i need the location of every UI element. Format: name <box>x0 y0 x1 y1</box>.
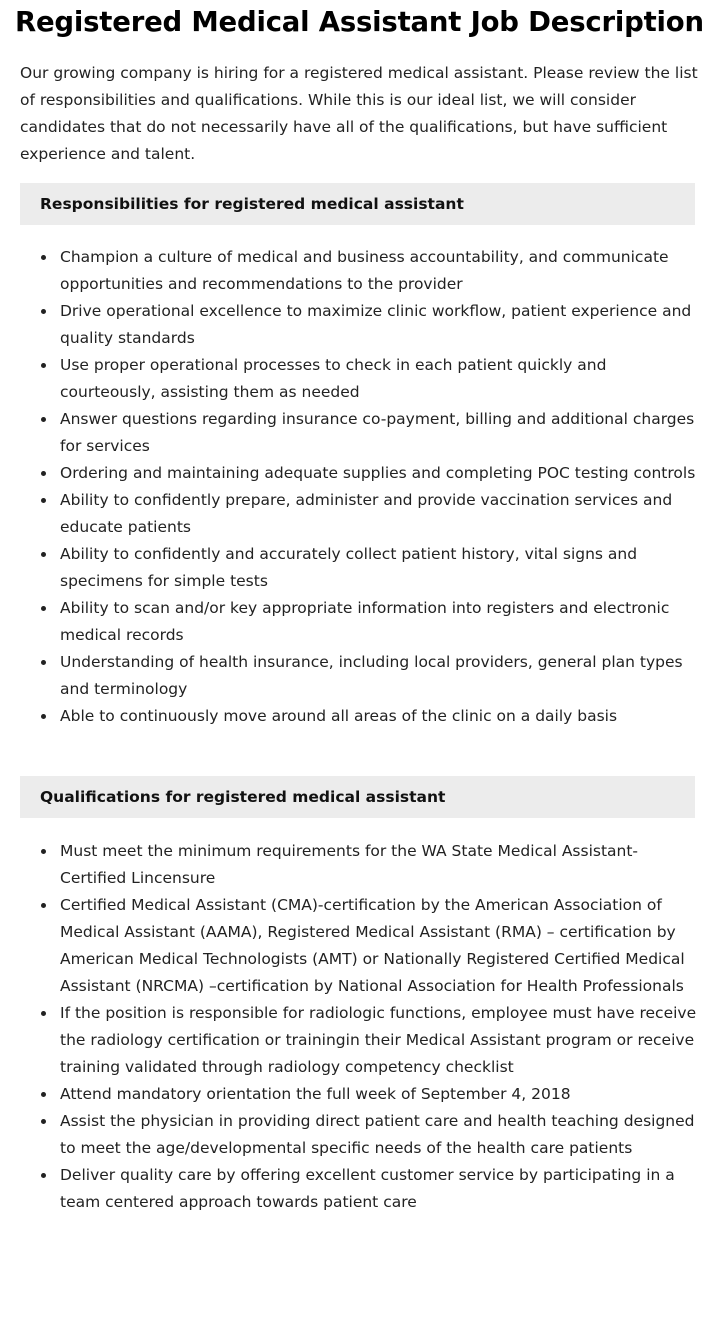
list-item-text: Use proper operational processes to check in each patient quickly and courteously, assisting them as needed <box>60 356 607 401</box>
list-item-text: Champion a culture of medical and business accountability, and communicate opportunities and recommendations to the provider <box>60 248 669 293</box>
bullet-icon <box>41 714 46 719</box>
list-item <box>20 1000 700 1081</box>
list-item <box>20 298 700 352</box>
list-item-text: Must meet the minimum requirements for the WA State Medical Assistant-Certified Lincensure <box>60 842 639 887</box>
responsibilities-heading: Responsibilities for registered medical assistant <box>20 183 695 225</box>
list-item-text: Drive operational excellence to maximize clinic workflow, patient experience and quality standards <box>60 302 692 347</box>
list-item-text: Ordering and maintaining adequate supplies and completing POC testing controls <box>60 464 696 482</box>
list-item-text: Ability to confidently and accurately collect patient history, vital signs and specimens for simple tests <box>60 545 638 590</box>
list-item-text: Deliver quality care by offering excellent customer service by participating in a team centered approach towards patient care <box>60 1166 675 1211</box>
list-item-text: Able to continuously move around all areas of the clinic on a daily basis <box>60 707 618 725</box>
list-item <box>20 352 700 406</box>
list-item <box>20 1108 700 1162</box>
bullet-icon <box>41 903 46 908</box>
bullet-icon <box>41 849 46 854</box>
list-item <box>20 406 700 460</box>
list-item <box>20 244 700 298</box>
list-item-text: Attend mandatory orientation the full week of September 4, 2018 <box>60 1085 571 1103</box>
list-item-text: Answer questions regarding insurance co-payment, billing and additional charges for services <box>60 410 695 455</box>
bullet-icon <box>41 498 46 503</box>
intro-paragraph: Our growing company is hiring for a registered medical assistant. Please review the list of responsibilities and qualifications. While this is our ideal list, we will consider candidates that do not necessarily have all of the qualifications, but have sufficient experience and talent. <box>20 64 698 163</box>
bullet-icon <box>41 552 46 557</box>
list-item <box>20 649 700 703</box>
bullet-icon <box>41 471 46 476</box>
bullet-icon <box>41 255 46 260</box>
bullet-icon <box>41 363 46 368</box>
list-item <box>20 595 700 649</box>
list-item-text: Ability to scan and/or key appropriate information into registers and electronic medical records <box>60 599 670 644</box>
list-item-text: Assist the physician in providing direct patient care and health teaching designed to meet the age/developmental specific needs of the health care patients <box>60 1112 695 1157</box>
list-item <box>20 1081 700 1108</box>
list-item <box>20 1162 700 1216</box>
list-item <box>20 487 700 541</box>
list-item-text: If the position is responsible for radiologic functions, employee must have receive the radiology certification or trainingin their Medical Assistant program or receive training validated through radiology competency checklist <box>60 1004 697 1076</box>
list-item <box>20 703 700 730</box>
responsibilities-list <box>20 244 700 730</box>
bullet-icon <box>41 1011 46 1016</box>
qualifications-list <box>20 838 700 1216</box>
list-item <box>20 838 700 892</box>
list-item <box>20 541 700 595</box>
bullet-icon <box>41 309 46 314</box>
list-item <box>20 892 700 1000</box>
bullet-icon <box>41 1092 46 1097</box>
list-item <box>20 460 700 487</box>
qualifications-heading: Qualifications for registered medical assistant <box>20 776 695 818</box>
bullet-icon <box>41 1173 46 1178</box>
list-item-text: Certified Medical Assistant (CMA)-certification by the American Association of Medical Assistant (AAMA), Registered Medical Assistant (RMA) – certification by American Medical Technologists (AMT) or Nationally Registered Certified Medical Assistant (NRCMA) –certification by National Association for Health Professionals <box>60 896 685 995</box>
bullet-icon <box>41 1119 46 1124</box>
list-item-text: Understanding of health insurance, including local providers, general plan types and terminology <box>60 653 683 698</box>
list-item-text: Ability to confidently prepare, administer and provide vaccination services and educate patients <box>60 491 673 536</box>
bullet-icon <box>41 417 46 422</box>
bullet-icon <box>41 660 46 665</box>
bullet-icon <box>41 606 46 611</box>
page-title: Registered Medical Assistant Job Description <box>15 6 704 38</box>
